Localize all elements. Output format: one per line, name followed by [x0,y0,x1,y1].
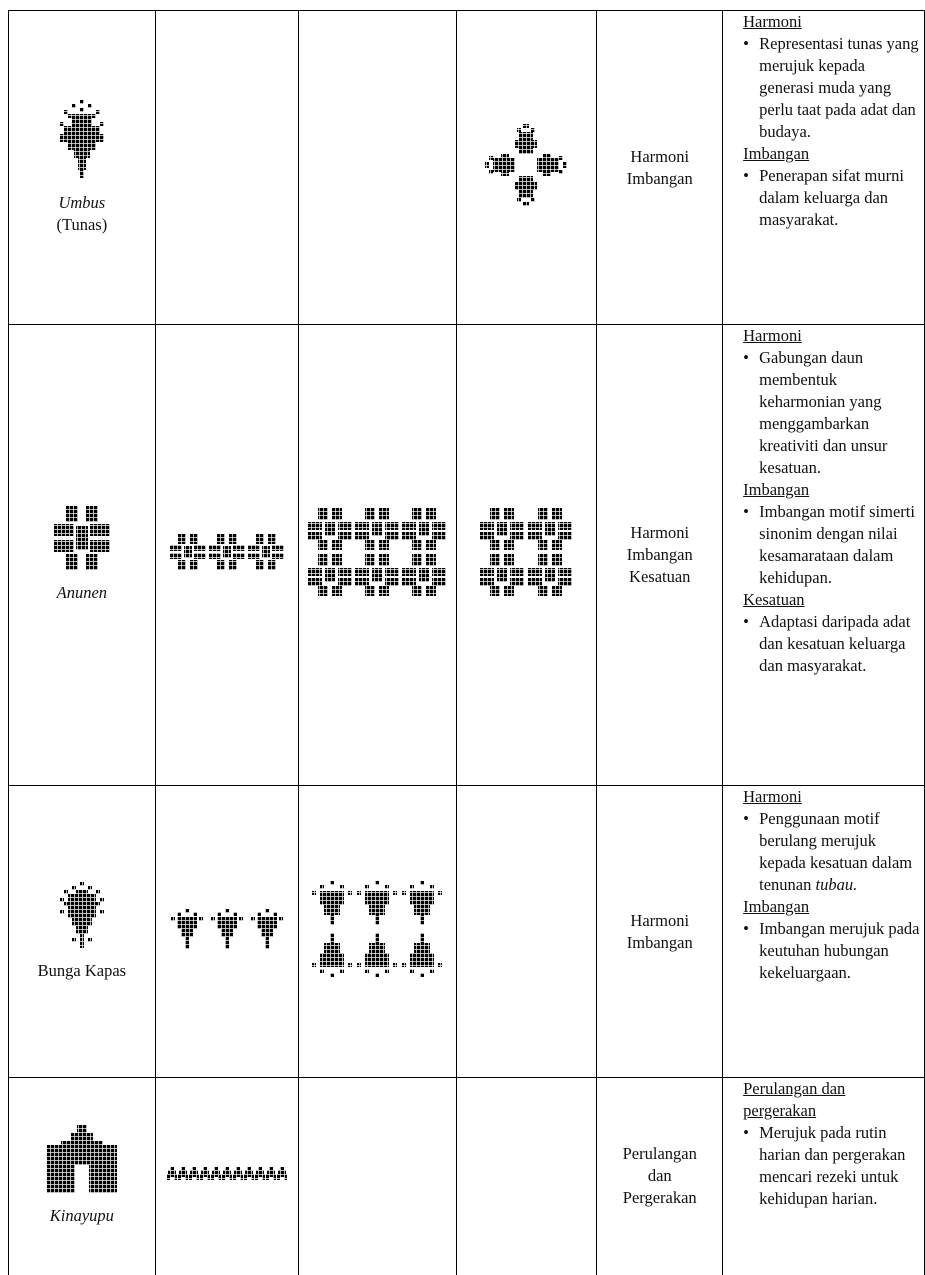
description-heading: Kesatuan [743,590,805,609]
motif-name-italic: Kinayupu [49,1206,114,1226]
bunga-kapas-row-icon [170,909,284,949]
description-cell [723,11,925,325]
principle-label: Imbangan [626,545,693,564]
description-bullet: • Merujuk pada rutin harian dan pergerakan mencari rezeki untuk kehidupan harian. [741,1122,924,1210]
kinayupu-motif-icon [43,1125,121,1193]
anunen-grid-icon [308,508,446,596]
anunen-motif-icon [54,506,110,570]
motif-cell [9,11,156,325]
description-text-italic: tubau. [815,875,858,894]
description-cell [723,786,925,1078]
motif-grid-cell [456,325,597,786]
motif-name [9,582,155,604]
motif-table [8,10,925,1275]
motif-grid-cell [298,786,456,1078]
motif-repeat-cell [155,1078,298,1275]
principles-cell [597,11,723,325]
motif-grid-cell [298,325,456,786]
motif-cell [9,786,156,1078]
bunga-kapas-grid-icon [311,881,443,977]
description-bullet: • Adaptasi daripada adat dan kesatuan keluarga dan masyarakat. [741,611,924,677]
empty-cell [155,11,298,325]
principle-label: Imbangan [626,168,693,188]
description-cell [723,1078,925,1275]
motif-composition-cell [456,11,597,325]
description-bullet: • Penerapan sifat murni dalam keluarga dan masyarakat. [741,165,924,231]
table-row [9,11,925,325]
kinayupu-border-icon [167,1167,287,1181]
empty-cell [456,1078,597,1275]
description-bullet: • Representasi tunas yang merujuk kepada generasi muda yang perlu taat pada adat dan budaya. [741,33,924,143]
description-text: Penggunaan motif berulang merujuk kepada kesatuan dalam tenunan [759,809,913,894]
principles-cell [597,1078,723,1275]
description-heading: Harmoni [743,12,802,31]
motif-name [9,192,155,236]
motif-name [9,1205,155,1227]
anunen-grid-2x2-icon [480,508,572,596]
description-heading: Perulangan dan pergerakan [743,1079,846,1120]
description-heading: Harmoni [743,787,802,806]
description-heading: Harmoni [743,326,802,345]
table-row [9,786,925,1078]
description-bullet: • Gabungan daun membentuk keharmonian yang menggambarkan kreativiti dan unsur kesatuan. [741,347,924,479]
bunga-kapas-motif-icon [59,882,105,948]
principle-label: Imbangan [626,932,693,952]
empty-cell [298,1078,456,1275]
principle-label: Pergerakan [622,1188,697,1208]
description-heading: Imbangan [743,144,810,163]
description-bullet: • Imbangan merujuk pada keutuhan hubungan kekeluargaan. [741,918,924,984]
principle-label: Perulangan [622,1144,697,1164]
description-heading: Imbangan [743,897,810,916]
principle-label: Kesatuan [629,567,691,586]
table-row [9,325,925,786]
motif-name-italic: Anunen [56,583,108,602]
motif-cell [9,325,156,786]
umbus-motif-icon [60,100,104,180]
empty-cell [298,11,456,325]
principle-label: dan [647,1166,672,1186]
motif-repeat-cell [155,325,298,786]
umbus-composition-icon [483,122,569,208]
motif-cell [9,1078,156,1275]
description-bullet: • Imbangan motif simerti sinonim dengan nilai kesamarataan dalam kehidupan. [741,501,924,589]
principles-cell [597,786,723,1078]
motif-name-italic: Umbus [58,192,106,212]
principle-label: Harmoni [630,910,690,930]
motif-name-plain: Bunga Kapas [37,960,127,980]
description-heading: Imbangan [743,480,810,499]
motif-name-plain: (Tunas) [56,214,108,234]
anunen-row-icon [170,534,284,570]
principles-cell [597,325,723,786]
table-row [9,1078,925,1275]
motif-repeat-cell [155,786,298,1078]
empty-cell [456,786,597,1078]
principle-label: Harmoni [630,146,690,166]
description-bullet [741,808,924,896]
motif-name [9,960,155,982]
principle-label: Harmoni [630,523,690,542]
description-cell [723,325,925,786]
